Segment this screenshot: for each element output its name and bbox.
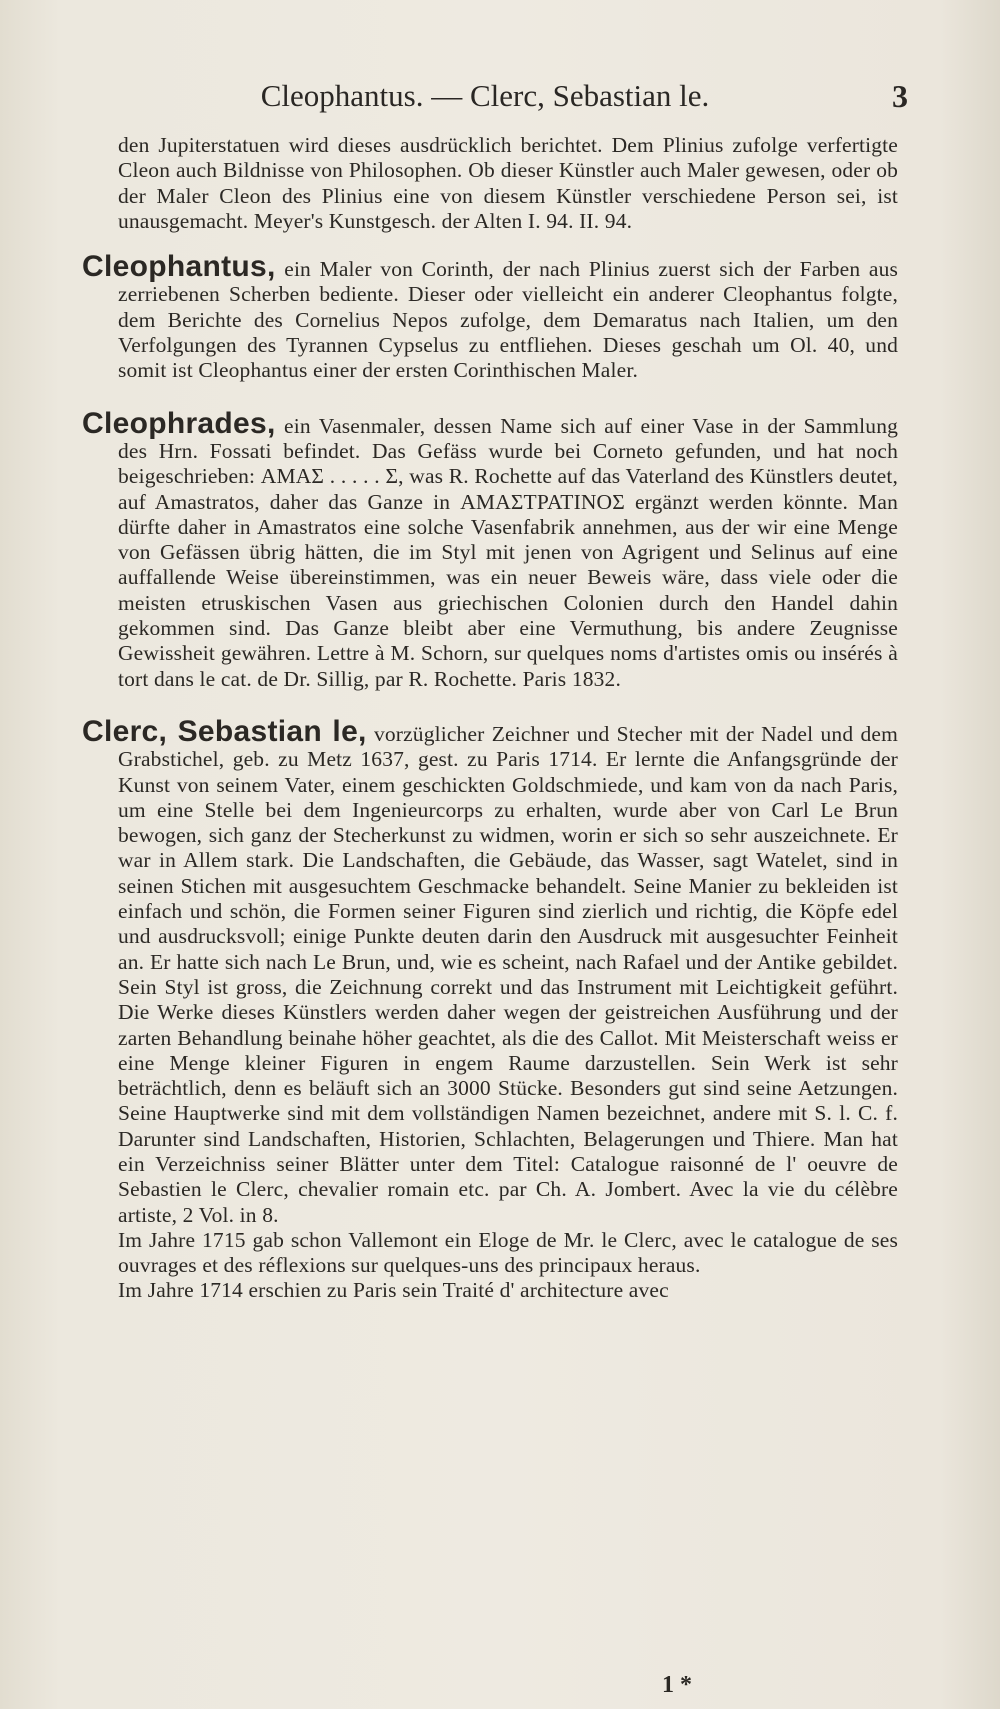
body-text	[82, 133, 898, 1304]
sub-paragraph: Im Jahre 1714 erschien zu Paris sein Traité d' architecture avec	[118, 1278, 669, 1303]
entry-headword: Cleophrades,	[82, 406, 276, 440]
intro-paragraph: den Jupiterstatuen wird dieses ausdrücklich berichtet. Dem Plinius zufolge verfertigte Cleon auch Bildnisse von Philosophen. Ob dieser Künstler auch Maler gewesen, oder ob der Maler Cleon des Plinius eine von diesem Künstler verschiedene Person sei, ist unausgemacht. Meyer's Kunstgesch. der Alten I. 94. II. 94.	[118, 133, 898, 233]
entry-headword: Clerc, Sebastian le,	[82, 714, 367, 748]
entry-cleophantus	[82, 250, 898, 383]
sub-paragraph: Im Jahre 1715 gab schon Vallemont ein Eloge de Mr. le Clerc, avec le catalogue de ses ouvrages et des réflexions sur quelques-uns des principaux heraus.	[118, 1227, 898, 1278]
entry-text: vorzüglicher Zeichner und Stecher mit der Nadel und dem Grabstichel, geb. zu Metz 1637, gest. zu Paris 1714. Er lernte die Anfangsgründe der Kunst von seinem Vater, einem geschickten Goldschmiede, und kam von da nach Paris, um eine Stelle bei dem Ingenieurcorps zu erhalten, wurde aber von Carl Le Brun bewogen, sich ganz der Stecherkunst zu widmen, worin er sich so sehr auszeichnete. Er war in Allem stark. Die Landschaften, die Gebäude, das Wasser, sagt Watelet, sind in seinen Stichen mit ausgesuchtem Geschmacke behandelt. Seine Manier zu bekleiden ist einfach und schön, die Formen seiner Figuren sind zierlich und richtig, die Köpfe edel und ausdrucksvoll; einige Punkte deuten darin den Ausdruck mit ausgesuchter Feinheit an. Er hatte sich nach Le Brun, und, wie es scheint, nach Rafael und der Antike gebildet. Sein Styl ist gross, die Zeichnung correkt und das Instrument mit Leichtigkeit geführt. Die Werke dieses Künstlers werden daher wegen der geistreichen Ausführung und der zarten Behandlung beinahe höher geachtet, als die des Callot. Mit Meisterschaft weiss er eine Menge kleiner Figuren in engem Raume darzustellen. Sein Werk ist sehr beträchtlich, denn es beläuft sich an 3000 Stücke. Besonders gut sind seine Aetzungen. Seine Hauptwerke sind mit dem vollständigen Namen bezeichnet, andere mit S. l. C. f. Darunter sind Landschaften, Historien, Schlachten, Belagerungen und Thiere. Man hat ein Verzeichniss seiner Blätter unter dem Titel: Catalogue raisonné de l' oeuvre de Sebastien le Clerc, chevalier romain etc. par Ch. A. Jombert. Avec la vie du célèbre artiste, 2 Vol. in 8.	[118, 721, 898, 1227]
running-header: Cleophantus. — Clerc, Sebastian le.	[260, 78, 710, 113]
page-number: 3	[892, 78, 908, 114]
signature-mark: 1 *	[662, 1672, 692, 1698]
entry-headword: Cleophantus,	[82, 250, 276, 284]
entry-text: ein Maler von Corinth, der nach Plinius zuerst sich der Farben aus zerriebenen Scherben bediente. Dieser oder vielleicht ein anderer Cleophantus folgte, dem Berichte des Cornelius Nepos zufolge, dem Demaratus nach Italien, um den Verfolgungen des Tyrannen Cypselus zu entfliehen. Dieses geschah um Ol. 40, und somit ist Cleophantus einer der ersten Corinthischen Maler.	[118, 257, 898, 383]
entry-cleophrades	[82, 406, 898, 692]
entry-text: ein Vasenmaler, dessen Name sich auf einer Vase in der Sammlung des Hrn. Fossati befindet. Das Gefäss wurde bei Corneto gefunden, und hat noch beigeschrieben: ΑΜΑΣ . . . . . Σ, was R. Rochette auf das Vaterland des Künstlers deutet, auf Amastratos, daher das Ganze in ΑΜΑΣΤΡΑΤΙΝΟΣ ergänzt werden könnte. Man dürfte daher in Amastratos eine solche Vasenfabrik annehmen, aus der wir eine Menge von Gefässen übrig hätten, die im Styl mit jenen von Agrigent und Selinus auf eine auffallende Weise übereinstimmen, was ein neuer Beweis wäre, dass viele oder die meisten etruskischen Vasen aus griechischen Colonien durch den Handel dahin gekommen sind. Das Ganze bleibt aber eine Vermuthung, bis andere Zeugnisse Gewissheit gewähren. Lettre à M. Schorn, sur quelques noms d'artistes omis ou insérés à tort dans le cat. de Dr. Sillig, par R. Rochette. Paris 1832.	[118, 413, 898, 691]
entry-clerc	[82, 714, 898, 1228]
